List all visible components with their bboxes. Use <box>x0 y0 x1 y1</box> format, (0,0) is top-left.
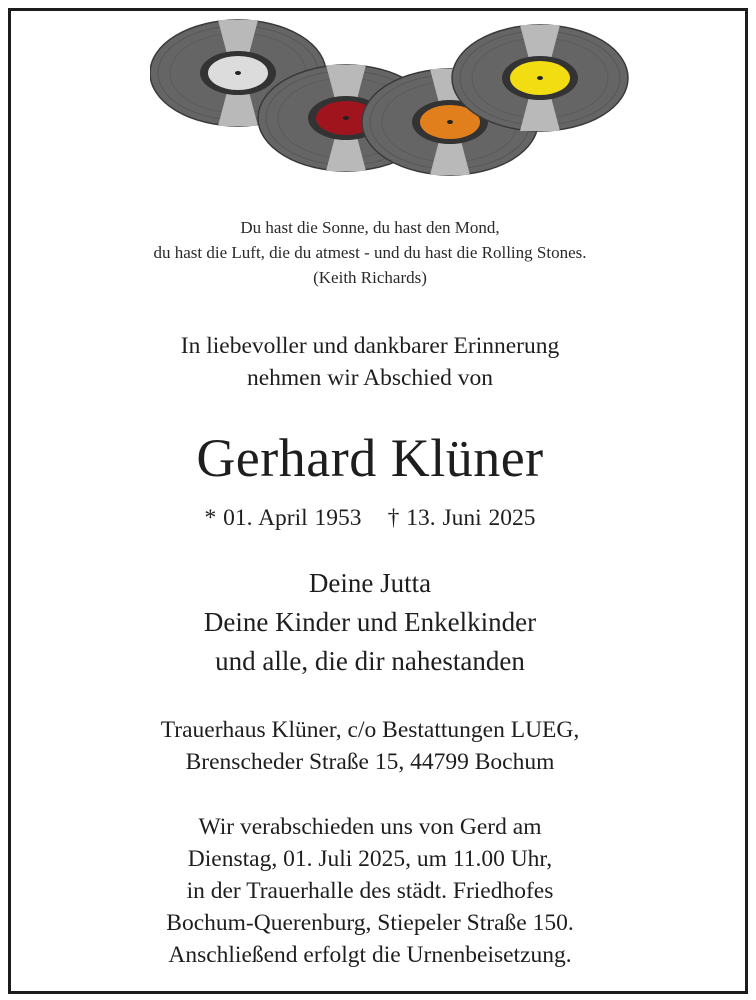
address-line: Brenscheder Straße 15, 44799 Bochum <box>185 749 555 775</box>
death-date: † 13. Juni 2025 <box>387 505 536 531</box>
service-line: Wir verabschieden uns von Gerd am <box>198 814 542 840</box>
service-block <box>0 811 740 971</box>
mourner-line: Deine Jutta <box>308 568 432 598</box>
mourner-line: Deine Kinder und Enkelkinder <box>203 607 537 637</box>
vinyl-records-illustration <box>150 16 640 196</box>
service-line: Dienstag, 01. Juli 2025, um 11.00 Uhr, <box>187 846 553 872</box>
life-dates <box>0 503 740 533</box>
intro-line: nehmen wir Abschied von <box>246 365 494 391</box>
mourner-line: und alle, die dir nahestanden <box>215 646 525 676</box>
intro-line: In liebevoller und dankbarer Erinnerung <box>180 333 560 359</box>
quote-author: (Keith Richards) <box>313 268 427 287</box>
service-line: Anschließend erfolgt die Urnenbeisetzung. <box>168 942 572 968</box>
mourners-block <box>0 564 740 681</box>
service-line: in der Trauerhalle des städt. Friedhofes <box>186 878 554 904</box>
deceased-name: Gerhard Klüner <box>196 428 544 488</box>
service-line: Bochum-Querenburg, Stiepeler Straße 150. <box>166 910 574 936</box>
address-line: Trauerhaus Klüner, c/o Bestattungen LUEG, <box>160 717 580 743</box>
quote-line: du hast die Luft, die du atmest - und du hast die Rolling Stones. <box>153 243 587 262</box>
intro-block <box>0 330 740 394</box>
vinyl-record-yellow <box>452 25 628 131</box>
birth-date: * 01. April 1953 <box>204 505 362 531</box>
quote-block <box>0 215 740 290</box>
address-block <box>0 714 740 778</box>
quote-line: Du hast die Sonne, du hast den Mond, <box>240 218 500 237</box>
